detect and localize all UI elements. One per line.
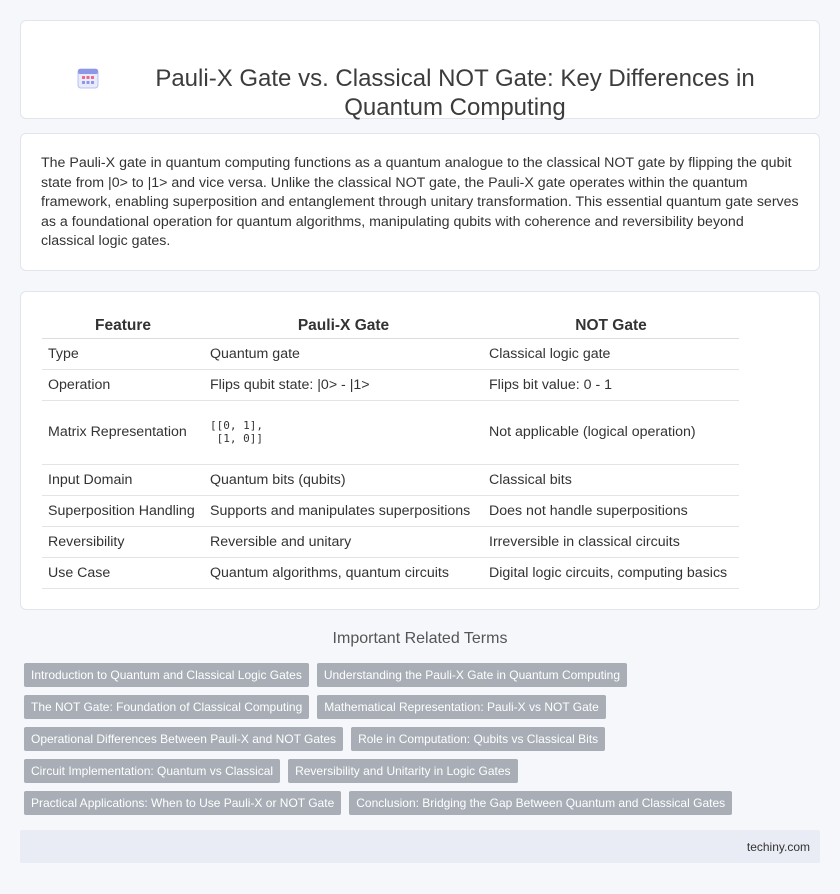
tag-row <box>24 791 824 815</box>
header-card <box>20 20 820 119</box>
pauli-x-cell: Quantum algorithms, quantum circuits <box>204 557 483 588</box>
related-term-link[interactable]: Understanding the Pauli-X Gate in Quantum Computing <box>317 663 627 687</box>
not-gate-cell: Not applicable (logical operation) <box>483 400 739 464</box>
related-term-link[interactable]: Reversibility and Unitarity in Logic Gates <box>288 759 517 783</box>
related-term-link[interactable]: The NOT Gate: Foundation of Classical Computing <box>24 695 309 719</box>
pauli-x-cell: Flips qubit state: |0> - |1> <box>204 369 483 400</box>
related-term-link[interactable]: Role in Computation: Qubits vs Classical Bits <box>351 727 605 751</box>
table-header-row <box>42 316 739 338</box>
related-term-link[interactable]: Introduction to Quantum and Classical Logic Gates <box>24 663 309 687</box>
tag-row <box>24 663 824 687</box>
related-term-link[interactable]: Practical Applications: When to Use Pauli-X or NOT Gate <box>24 791 341 815</box>
feature-cell: Use Case <box>42 557 204 588</box>
feature-cell: Operation <box>42 369 204 400</box>
tag-row <box>24 695 824 719</box>
tag-row <box>24 727 824 751</box>
footer-bar <box>20 830 820 863</box>
header-feature: Feature <box>42 316 204 338</box>
intro-paragraph: The Pauli-X gate in quantum computing functions as a quantum analogue to the classical NOT gate by flipping the qubit state from |0> to |1> and vice versa. Unlike the classical NOT gate, the Pauli-X gate operates within the quantum framework, enabling superposition and entanglement through unitary transformation. This essential quantum gate serves as a foundational operation for quantum algorithms, manipulating qubits with coherence and reversibility beyond classical logic gates. <box>41 155 799 250</box>
not-gate-cell: Digital logic circuits, computing basics <box>483 557 739 588</box>
pauli-x-cell <box>204 400 483 464</box>
table-row <box>42 557 739 588</box>
pauli-x-cell: Quantum bits (qubits) <box>204 464 483 495</box>
not-gate-cell: Flips bit value: 0 - 1 <box>483 369 739 400</box>
feature-cell: Type <box>42 338 204 369</box>
comparison-table <box>42 316 739 589</box>
not-gate-cell: Classical bits <box>483 464 739 495</box>
not-gate-cell: Classical logic gate <box>483 338 739 369</box>
related-term-link[interactable]: Circuit Implementation: Quantum vs Classical <box>24 759 280 783</box>
pauli-x-cell: Supports and manipulates superpositions <box>204 495 483 526</box>
table-row <box>42 526 739 557</box>
related-term-link[interactable]: Mathematical Representation: Pauli-X vs NOT Gate <box>317 695 606 719</box>
table-row <box>42 369 739 400</box>
footer-site-name: techiny.com <box>746 840 810 854</box>
calendar-grid-icon <box>77 67 99 89</box>
feature-cell: Input Domain <box>42 464 204 495</box>
table-row <box>42 495 739 526</box>
related-term-link[interactable]: Operational Differences Between Pauli-X and NOT Gates <box>24 727 343 751</box>
not-gate-cell: Irreversible in classical circuits <box>483 526 739 557</box>
pauli-x-cell: Quantum gate <box>204 338 483 369</box>
header-not-gate: NOT Gate <box>483 316 739 338</box>
pauli-x-cell: Reversible and unitary <box>204 526 483 557</box>
feature-cell: Superposition Handling <box>42 495 204 526</box>
feature-cell: Reversibility <box>42 526 204 557</box>
related-terms-list <box>24 663 824 823</box>
related-term-link[interactable]: Conclusion: Bridging the Gap Between Quantum and Classical Gates <box>349 791 732 815</box>
feature-cell: Matrix Representation <box>42 400 204 464</box>
not-gate-cell: Does not handle superpositions <box>483 495 739 526</box>
table-row <box>42 400 739 464</box>
tag-row <box>24 759 824 783</box>
related-terms-heading: Important Related Terms <box>332 630 508 647</box>
intro-card <box>20 133 820 271</box>
table-row <box>42 464 739 495</box>
page-title: Pauli-X Gate vs. Classical NOT Gate: Key Differences in Quantum Computing <box>155 65 755 121</box>
matrix-code: [[0, 1], [1, 0]] <box>210 419 263 445</box>
comparison-card <box>20 291 820 610</box>
table-row <box>42 338 739 369</box>
header-pauli-x: Pauli-X Gate <box>204 316 483 338</box>
